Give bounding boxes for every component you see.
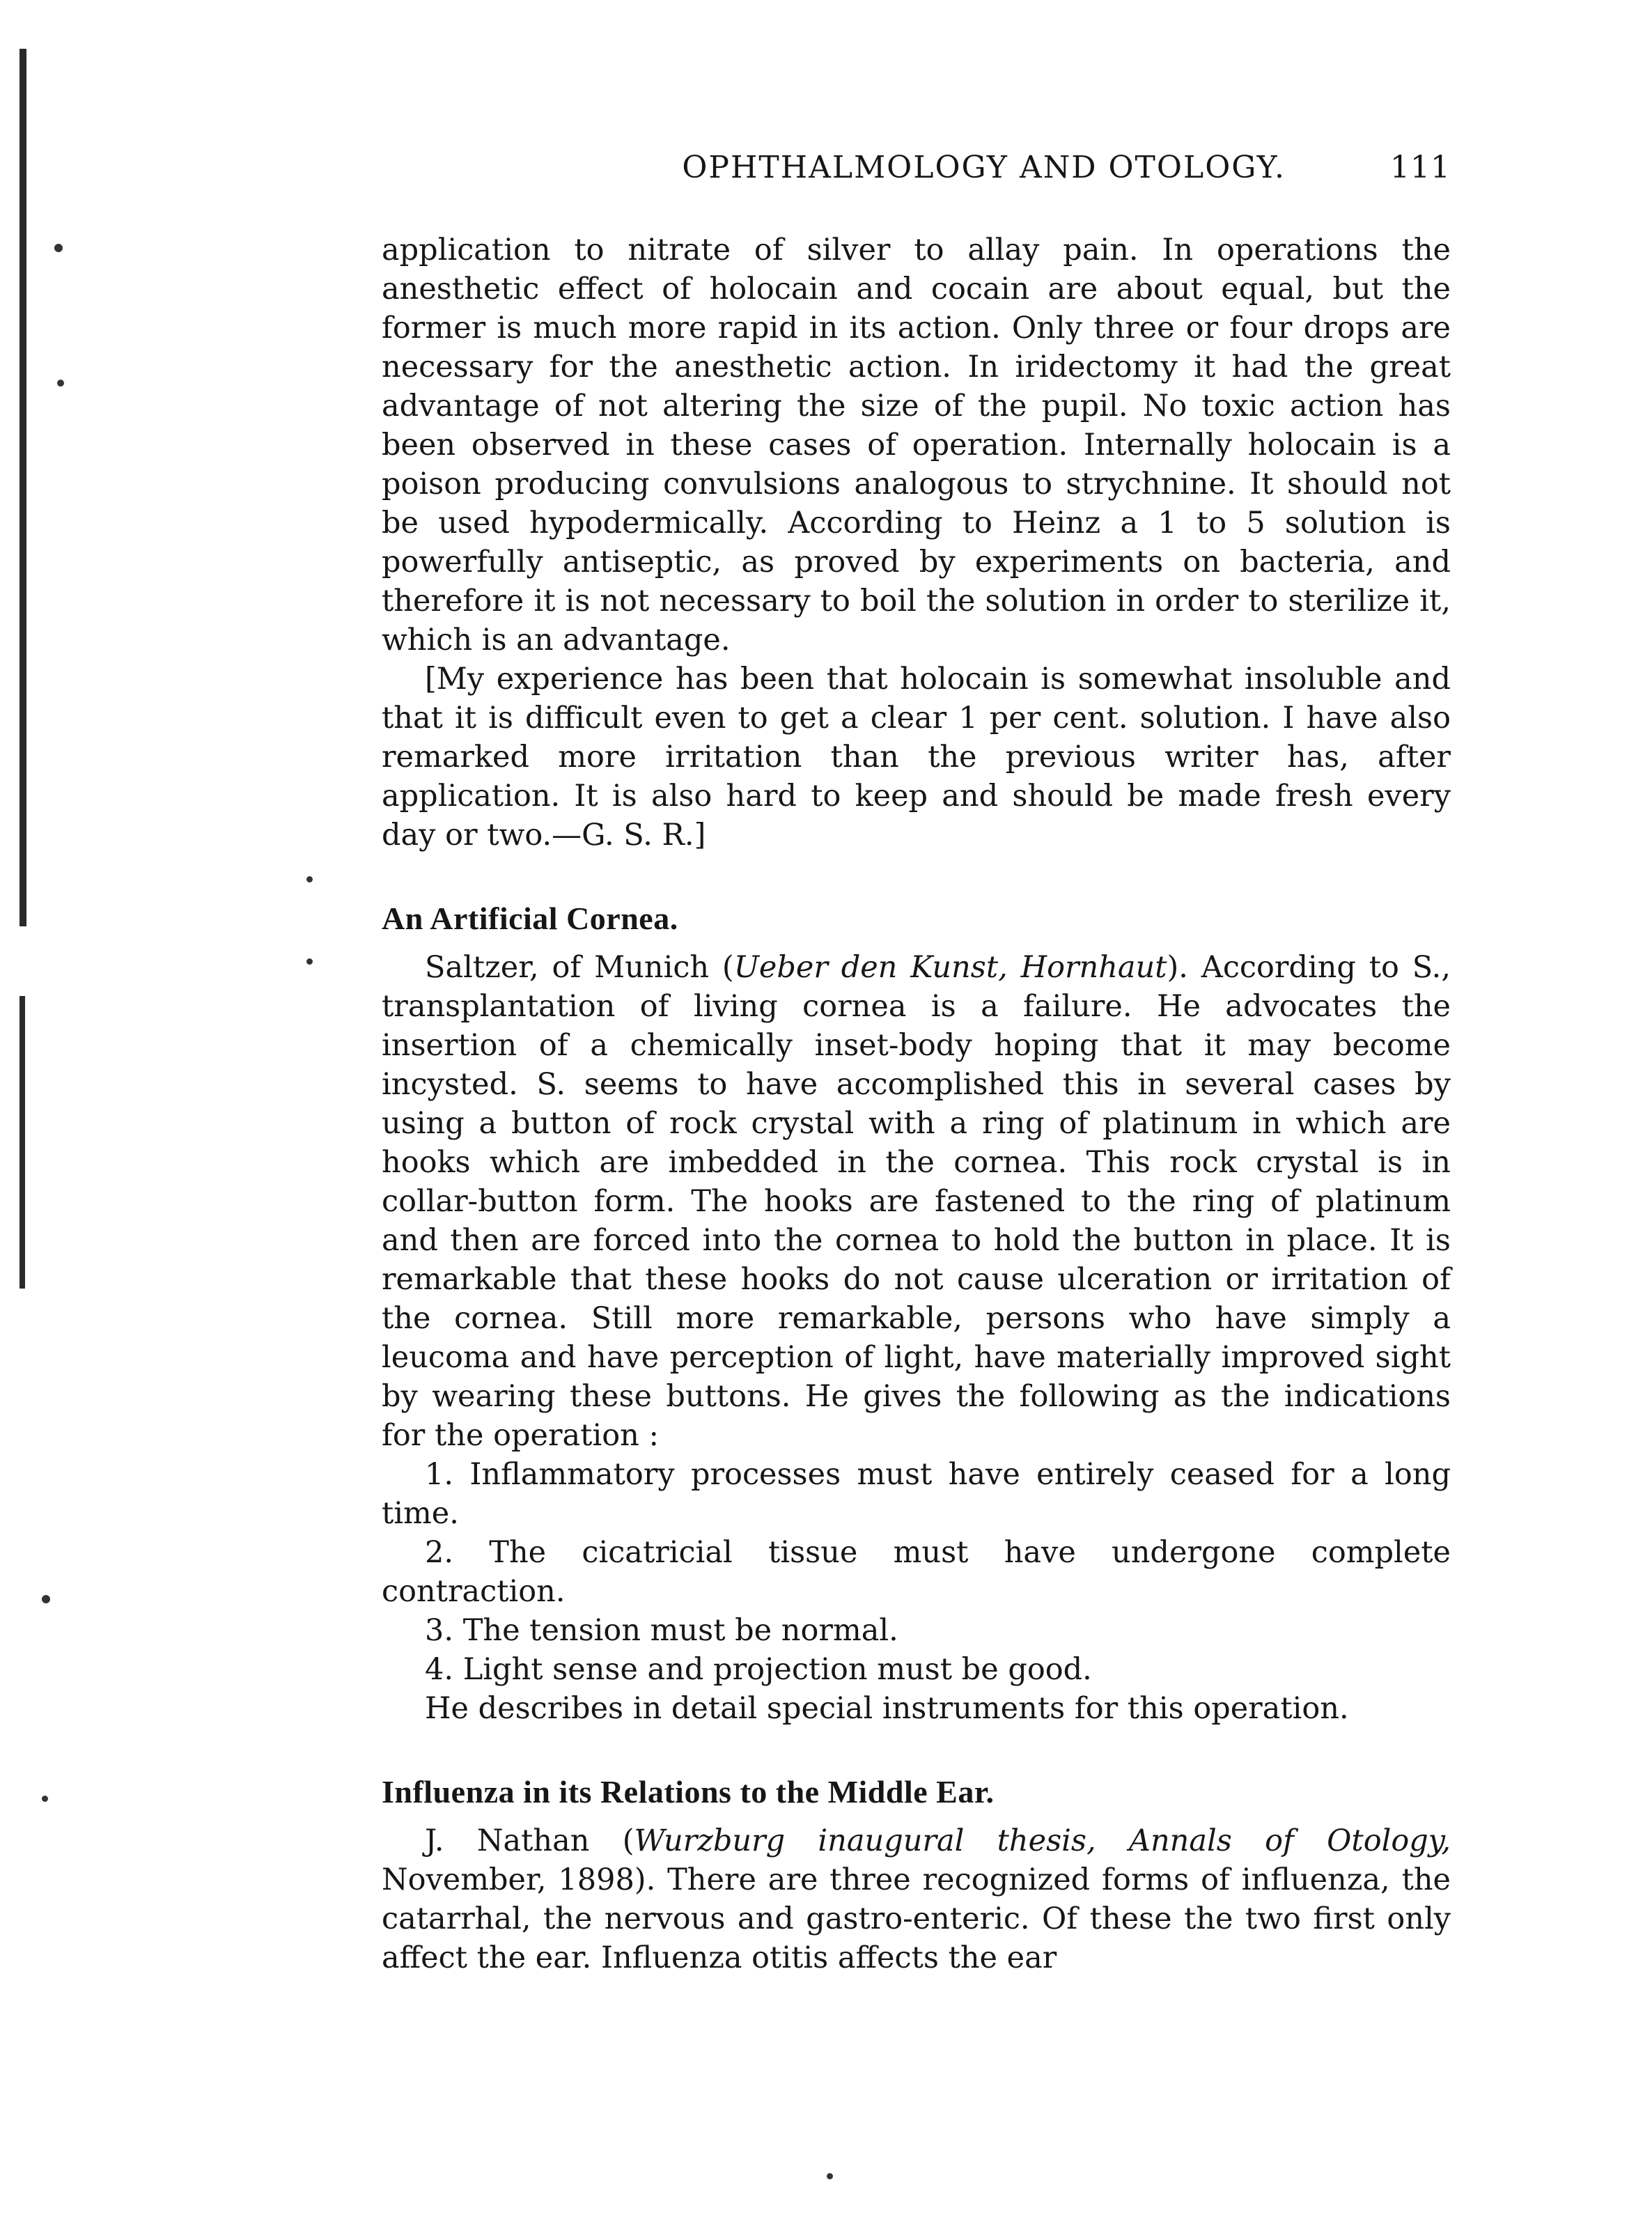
scan-speck [827,2173,833,2179]
citation-title: Ueber den Kunst, Hornhaut [733,950,1167,985]
section-heading-influenza: Influenza in its Relations to the Middle Ear. [382,1774,995,1810]
scan-speck [54,244,63,252]
paragraph-body: November, 1898). There are three recognized forms of influenza, the catarrhal, the nervous and gastro-enteric. Of these the two first only affect the ear. Influenza otitis affects the ear [382,1862,1451,1975]
intro-paragraph: application to nitrate of silver to allay pain. In operations the anesthetic effect of holocain and cocain are about equal, but the former is much more rapid in its action. Only three or four drops are necessary for the anesthetic action. In iridectomy it had the great advantage of not altering the size of the pupil. No toxic action has been observed in these cases of operation. Internally holocain is a poison producing convulsions analogous to strychnine. It should not be used hypodermically. According to Heinz a 1 to 5 solution is powerfully antiseptic, as proved by experiments on bacteria, and therefore it is not necessary to boil the solution in order to sterilize it, which is an advantage. [382,233,1451,658]
indication-item-3: 3. The tension must be normal. [425,1613,898,1648]
scan-speck [42,1796,48,1802]
running-head-title: OPHTHALMOLOGY AND OTOLOGY. [682,150,1286,185]
citation-title: Wurzburg inaugural thesis, Annals of Otology, [634,1823,1451,1858]
binding-edge-upper [20,49,26,926]
running-head [382,150,1451,194]
section-heading-artificial-cornea: An Artificial Cornea. [382,901,678,936]
influenza-paragraph [382,1821,1451,1977]
editor-note-paragraph: [My experience has been that holocain is somewhat insoluble and that it is difficult even to get a clear 1 per cent. solution. I have also remarked more irritation than the previous writer has, after application. It is also hard to keep and should be made fresh every day or two.—G. S. R.] [382,662,1451,853]
scan-speck [57,380,64,387]
indication-item-2: 2. The cicatricial tissue must have undergone complete contraction. [382,1535,1451,1609]
author-text: J. Nathan ( [425,1823,634,1858]
author-text: Saltzer, of Munich ( [425,950,734,985]
page-number: 111 [1390,150,1451,185]
indication-item-4: 4. Light sense and projection must be good. [425,1652,1092,1687]
closing-paragraph: He describes in detail special instruments for this operation. [425,1691,1349,1726]
paragraph-body: ). According to S., transplantation of living cornea is a failure. He advocates the insertion of a chemically inset-body hoping that it may become incysted. S. seems to have accomplished this in several cases by using a button of rock crystal with a ring of platinum in which are hooks which are imbedded in the cornea. This rock crystal is in collar-button form. The hooks are fastened to the ring of platinum and then are forced into the cornea to hold the button in place. It is remarkable that these hooks do not cause ulceration or irritation of the cornea. Still more remarkable, persons who have simply a leucoma and have perception of light, have materially improved sight by wearing these buttons. He gives the following as the indications for the operation : [382,950,1451,1453]
book-page [382,150,1451,1977]
binding-edge-lower [20,996,25,1289]
indication-item-1: 1. Inflammatory processes must have entirely ceased for a long time. [382,1457,1451,1531]
artificial-cornea-paragraph [382,948,1451,1455]
scan-speck [306,876,313,882]
scan-speck [42,1595,50,1603]
scan-speck [306,958,313,965]
